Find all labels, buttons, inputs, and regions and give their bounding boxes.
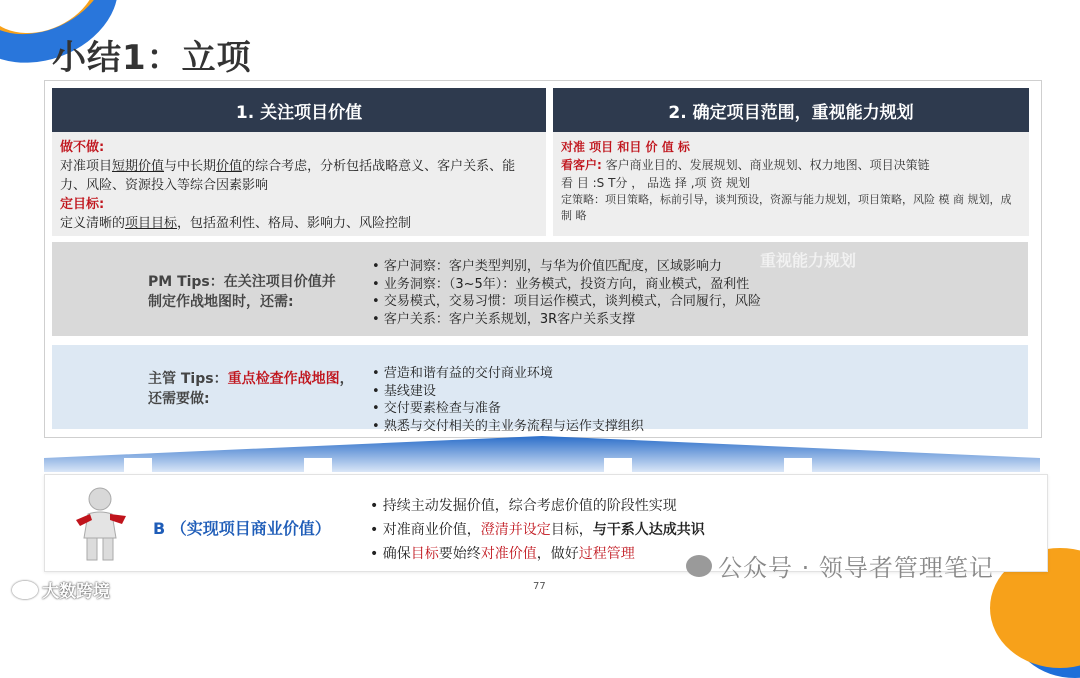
scope-line: 看 目 :S T分 ， 品选 择 ,项 资 规划 bbox=[561, 176, 751, 190]
up-arrow-band bbox=[44, 436, 1040, 472]
pm-tips-list bbox=[372, 258, 761, 328]
column-header-value: 1. 关注项目价值 bbox=[52, 88, 546, 132]
list-item: • 确保目标要始终对准价值，做好过程管理 bbox=[370, 542, 705, 566]
list-item: • 客户洞察：客户类型判别，与华为价值匹配度，区域影响力 bbox=[372, 258, 761, 276]
value-box bbox=[52, 132, 546, 236]
scope-line: 对准 项目 和目 价 值 标 bbox=[561, 140, 690, 154]
brand-logo: 大数跨境 bbox=[12, 577, 110, 602]
ghost-text: 重视能力规划 bbox=[760, 251, 857, 270]
scope-line: 看客户: 客户商业目的、发展规划、商业规划、权力地图、项目决策链 bbox=[561, 158, 930, 172]
list-item: • 熟悉与交付相关的主业务流程与运作支撑组织 bbox=[372, 418, 644, 436]
scope-line: 定策略：项目策略，标前引导，谈判预设，资源与能力规划，项目策略，风险 模 商 规划，成 制 略 bbox=[561, 193, 1012, 222]
brand-icon bbox=[12, 581, 38, 599]
list-item: • 营造和谐有益的交付商业环境 bbox=[372, 365, 644, 383]
manager-tips-panel bbox=[52, 345, 1028, 434]
business-value-title: B （实现项目商业价值） bbox=[153, 519, 331, 538]
manager-tips-label: 主管 Tips：重点检查作战地图， 还需要做: bbox=[148, 371, 354, 407]
business-value-list bbox=[370, 494, 705, 566]
scope-box bbox=[553, 132, 1029, 236]
list-item: • 持续主动发掘价值，综合考虑价值的阶段性实现 bbox=[370, 494, 705, 518]
list-item: • 交付要素检查与准备 bbox=[372, 400, 644, 418]
item-label: 做不做: bbox=[60, 140, 105, 155]
list-item: • 交易模式，交易习惯：项目运作模式，谈判模式，合同履行，风险 bbox=[372, 293, 761, 311]
list-item: • 基线建设 bbox=[372, 383, 644, 401]
list-item: • 对准商业价值，澄清并设定目标，与干系人达成共识 bbox=[370, 518, 705, 542]
person-figure-icon bbox=[70, 486, 130, 564]
item-text: 定义清晰的项目目标，包括盈利性、格局、影响力、风险控制 bbox=[60, 216, 412, 231]
pm-tips-label: PM Tips：在关注项目价值并 制定作战地图时，还需: bbox=[148, 274, 336, 310]
page-number: 77 bbox=[533, 581, 546, 592]
item-label: 定目标: bbox=[60, 197, 105, 212]
list-item: • 客户关系：客户关系规划，3R客户关系支撑 bbox=[372, 311, 761, 329]
manager-tips-list bbox=[372, 365, 644, 435]
page-title: 小结1：立项 bbox=[52, 38, 252, 78]
list-item: • 业务洞察：（3~5年）：业务模式，投资方向，商业模式，盈利性 bbox=[372, 276, 761, 294]
wechat-icon bbox=[686, 555, 712, 577]
item-text: 对准项目短期价值与中长期价值的综合考虑，分析包括战略意义、客户关系、能力、风险、资源投入等综合因素影响 bbox=[60, 159, 516, 193]
pm-tips-panel bbox=[52, 242, 1028, 336]
watermark: 公众号 · 领导者管理笔记 bbox=[686, 548, 994, 583]
column-header-scope: 2. 确定项目范围，重视能力规划 bbox=[553, 88, 1029, 132]
